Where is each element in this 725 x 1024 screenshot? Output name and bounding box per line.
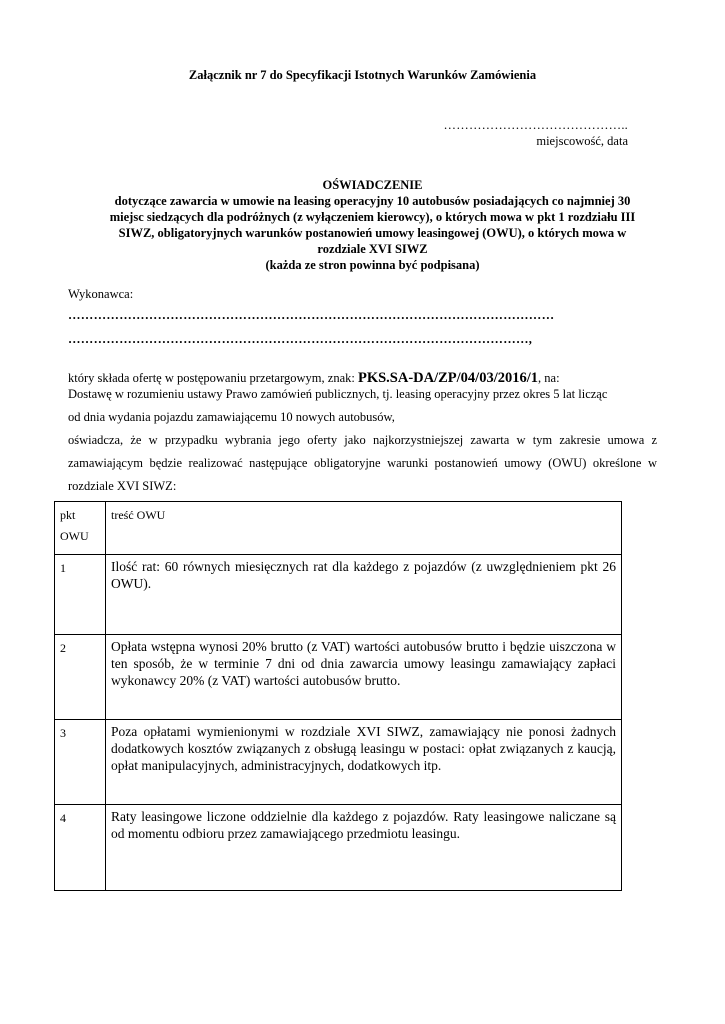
header-num-cell <box>55 502 106 555</box>
place-date-label: miejscowość, data <box>536 134 628 148</box>
statement-line: rozdziale XVI SIWZ <box>317 242 428 256</box>
table-header-row <box>55 502 622 555</box>
contractor-dots-line-1: …………………………………………………………………………………………………… <box>68 308 555 322</box>
row-text: Poza opłatami wymienionymi w rozdziale XVI SIWZ, zamawiający nie ponosi żadnych dodatkowych kosztów związanych z obsługą leasingu w postaci: opłat związanych z kaucją, opłat manipulacyjnych, administracyjnych, dodatkowych itp. <box>106 720 622 805</box>
offer-reference: PKS.SA-DA/ZP/04/03/2016/1 <box>357 370 539 386</box>
owu-table <box>54 501 622 891</box>
row-text: Raty leasingowe liczone oddzielnie dla każdego z pojazdów. Raty leasingowe naliczane są od momentu odbioru przez zamawiającego przedmiotu leasingu. <box>106 805 622 891</box>
table-row <box>55 720 622 805</box>
statement-heading <box>60 177 685 273</box>
offer-prefix: który składa ofertę w postępowaniu przetargowym, znak: <box>68 371 358 385</box>
header-num-line-1: pkt <box>60 508 76 522</box>
header-text: treść OWU <box>111 508 166 522</box>
contractor-label: Wykonawca: <box>68 287 134 301</box>
delivery-line-2: od dnia wydania pojazdu zamawiającemu 10 nowych autobusów, <box>68 410 395 424</box>
statement-title: OŚWIADCZENIE <box>322 178 423 192</box>
row-num: 2 <box>55 635 106 720</box>
contractor-dots-line-2: ………………………………………………………………………………………………, <box>68 332 533 346</box>
table-row <box>55 555 622 635</box>
row-num: 4 <box>55 805 106 891</box>
header-text-cell <box>106 502 622 555</box>
row-num: 3 <box>55 720 106 805</box>
row-text: Opłata wstępna wynosi 20% brutto (z VAT) wartości autobusów brutto i będzie uiszczona w ten sposób, że w terminie 7 dni od dnia zawarcia umowy leasingu zamawiający zapłaci wykonawcy 20% (z VAT) wartości autobusów brutto. <box>106 635 622 720</box>
delivery-line-1: Dostawę w rozumieniu ustawy Prawo zamówień publicznych, tj. leasing operacyjny przez okres 5 lat licząc <box>68 387 608 401</box>
row-num: 1 <box>55 555 106 635</box>
statement-note: (każda ze stron powinna być podpisana) <box>265 258 480 272</box>
place-date-dots: …………………………………….. <box>443 118 628 132</box>
declaration-text: oświadcza, że w przypadku wybrania jego oferty jako najkorzystniejszej zawarta w tym zakresie umowa z zamawiającym będzie realizować następujące obligatoryjne warunki postanowień umowy (OWU) określone w rozdziale XVI SIWZ: <box>68 433 657 493</box>
row-text: Ilość rat: 60 równych miesięcznych rat dla każdego z pojazdów (z uwzględnieniem pkt 26 OWU). <box>106 555 622 635</box>
statement-line: SIWZ, obligatoryjnych warunków postanowień umowy leasingowej (OWU), o których mowa w <box>118 226 627 240</box>
annex-title: Załącznik nr 7 do Specyfikacji Istotnych Warunków Zamówienia <box>188 68 537 82</box>
header-num-line-2: OWU <box>60 529 89 543</box>
statement-line: miejsc siedzących dla podróżnych (z wyłączeniem kierowcy), o których mowa w pkt 1 rozdziału III <box>109 210 636 224</box>
table-row <box>55 805 622 891</box>
table-row <box>55 635 622 720</box>
offer-suffix: , na: <box>538 371 560 385</box>
statement-line: dotyczące zawarcia w umowie na leasing operacyjny 10 autobusów posiadających co najmniej 30 <box>114 194 631 208</box>
